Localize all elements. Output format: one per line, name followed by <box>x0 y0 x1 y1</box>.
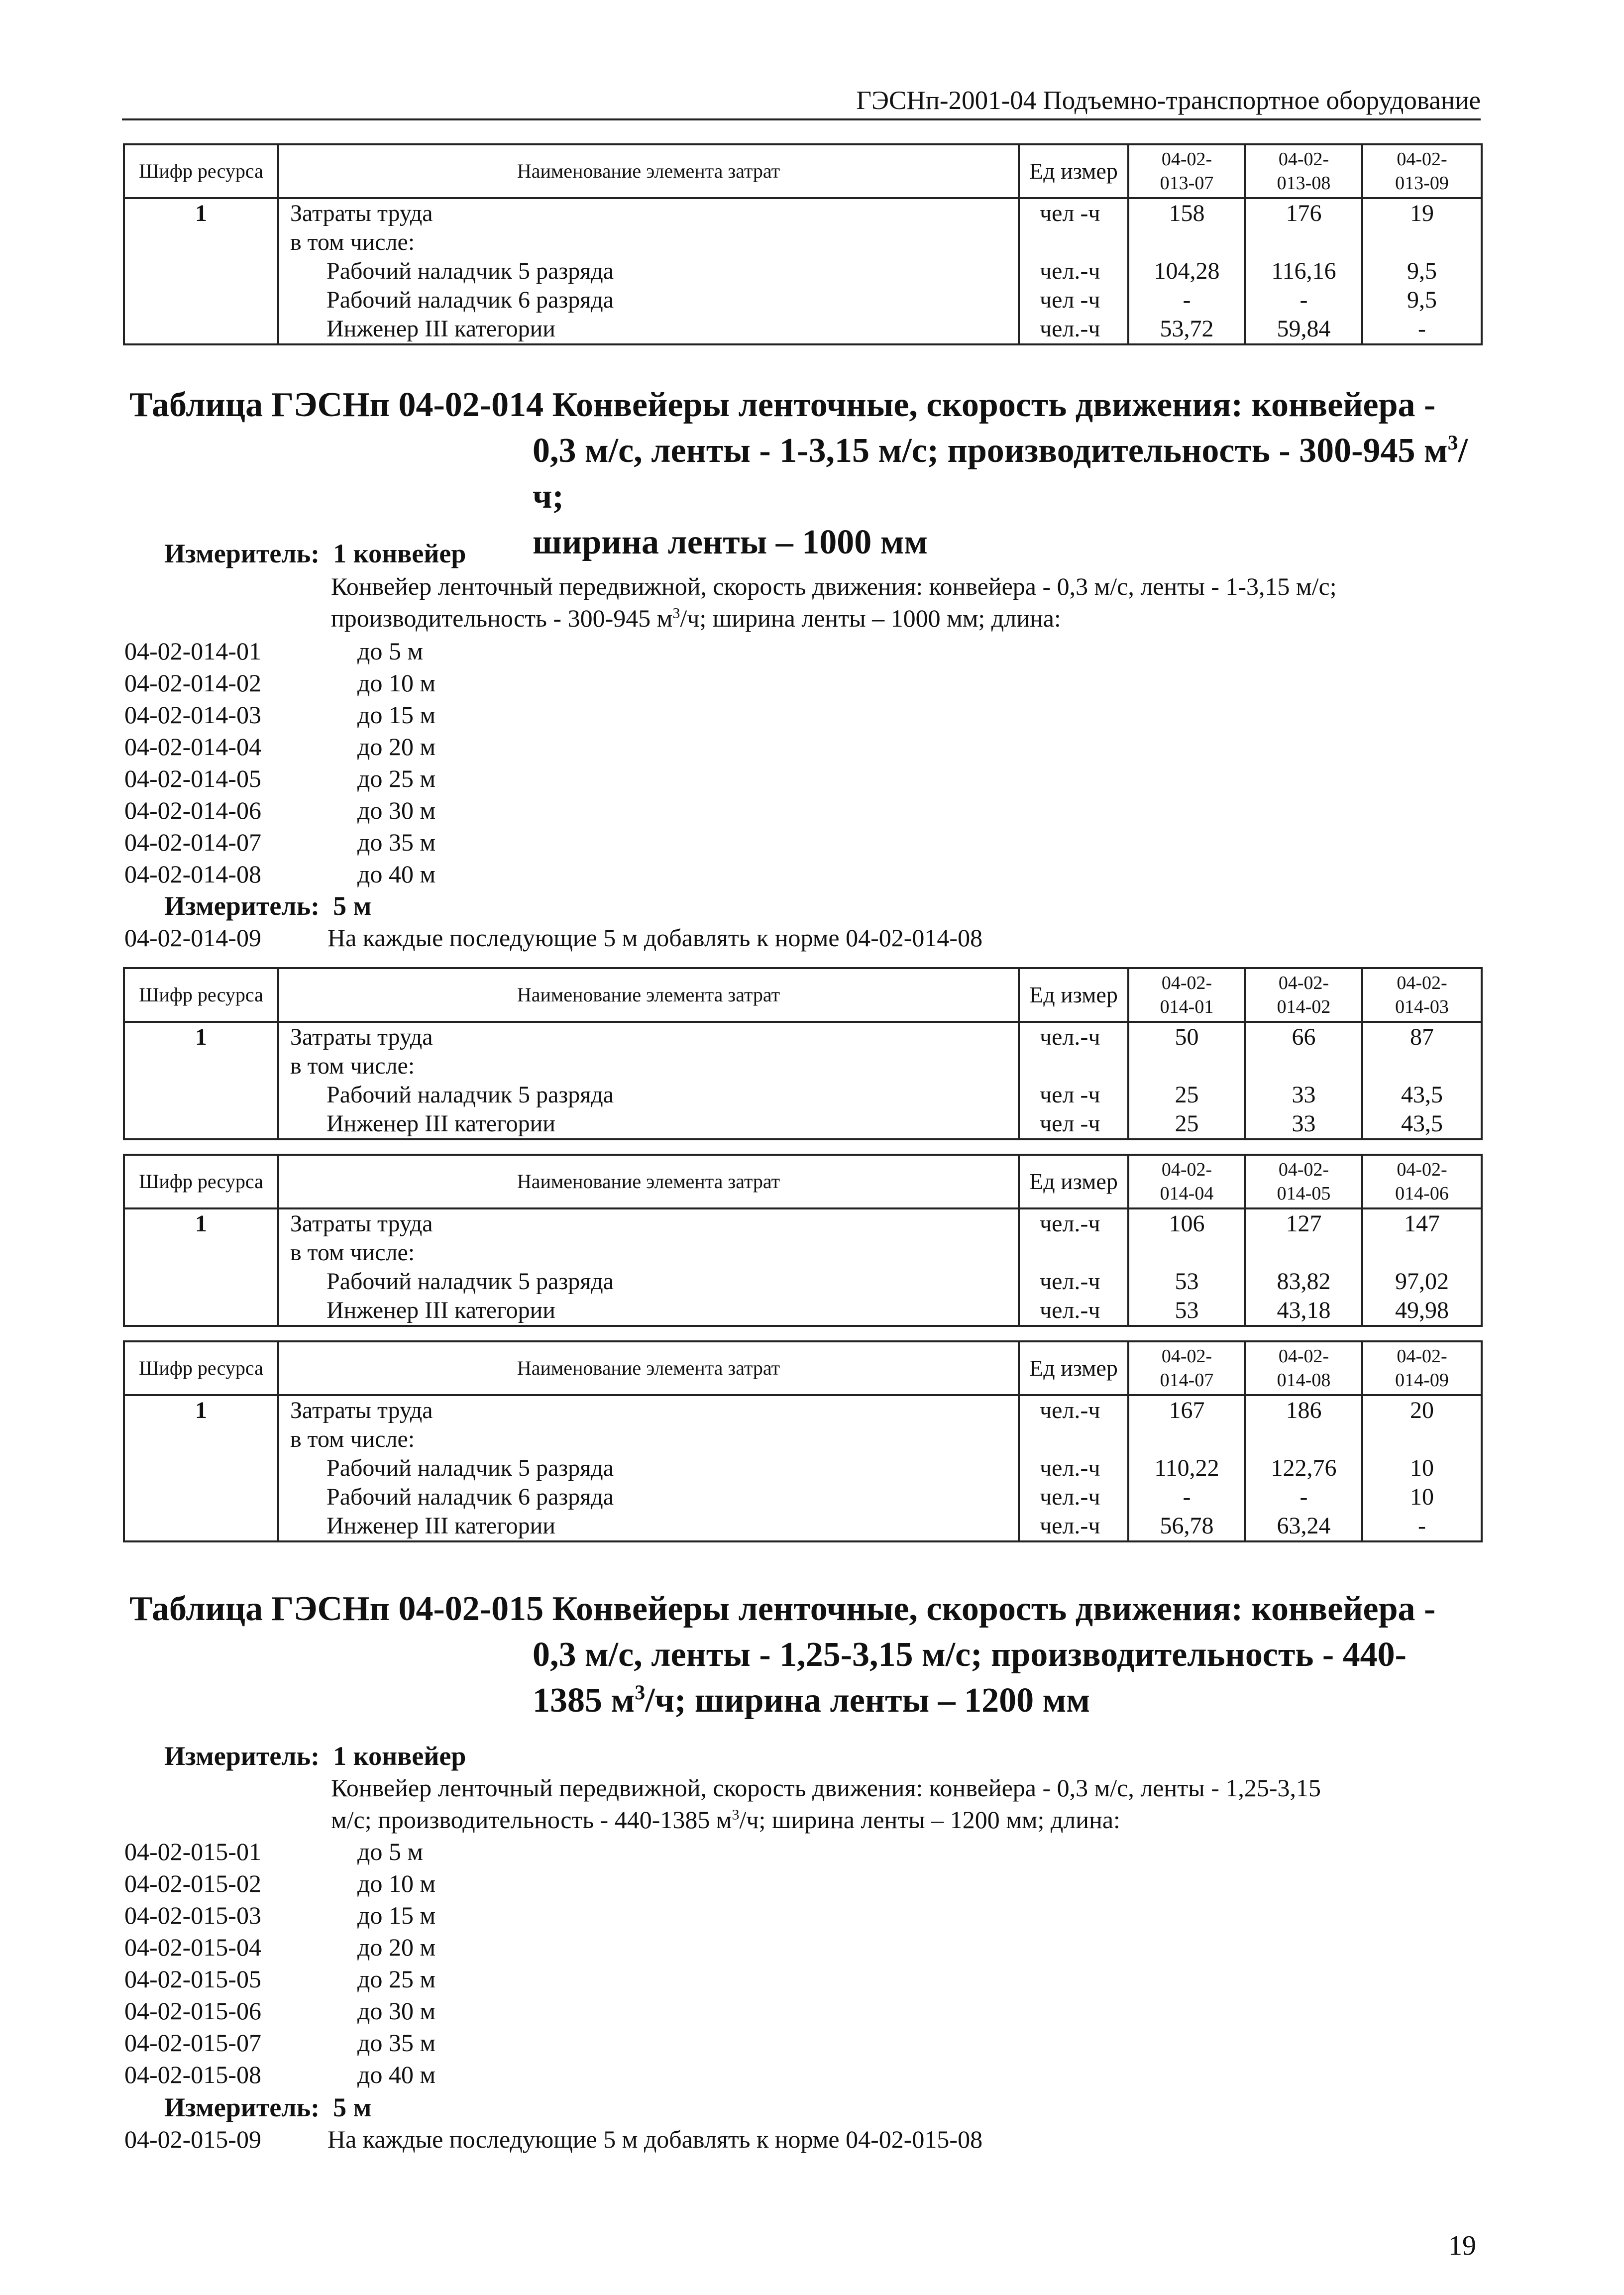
cell-code <box>124 1081 278 1109</box>
norm-code-part: 04-02- <box>1397 149 1447 170</box>
cell-code <box>124 1296 278 1326</box>
cell-value: 116,16 <box>1245 257 1362 286</box>
table-row <box>124 1395 1482 1425</box>
table-row <box>124 1238 1482 1267</box>
cell-name: Затраты труда <box>278 1208 1019 1238</box>
cell-code <box>124 257 278 286</box>
col-header-norm <box>1245 968 1362 1022</box>
norm-item <box>124 1995 435 2027</box>
table-row <box>124 1267 1482 1296</box>
norm-item <box>124 858 435 890</box>
cell-value: 43,5 <box>1362 1109 1482 1139</box>
norm-code-part: 04-02- <box>1278 1159 1329 1180</box>
section-title-015 <box>129 1586 1481 1724</box>
norm-code-part: 04-02- <box>1161 1159 1212 1180</box>
norm-code-part: 04-02- <box>1278 973 1329 993</box>
cell-code <box>124 1238 278 1267</box>
col-header-norm <box>1128 1341 1245 1395</box>
cell-code: 1 <box>124 198 278 228</box>
norm-text: На каждые последующие 5 м добавлять к норме 04-02-015-08 <box>327 2125 983 2153</box>
measure2-label-014: Измеритель: 5 м <box>164 891 372 921</box>
cell-unit: чел -ч <box>1019 286 1128 315</box>
cell-code: 1 <box>124 1022 278 1052</box>
norm-text: до 40 м <box>357 860 436 888</box>
cell-name: Рабочий наладчик 5 разряда <box>278 1454 1019 1483</box>
table-row <box>124 1052 1482 1081</box>
cell-unit: чел -ч <box>1019 1081 1128 1109</box>
cell-value: 50 <box>1128 1022 1245 1052</box>
norm-code-part: 014-09 <box>1395 1370 1449 1391</box>
cell-unit: чел.-ч <box>1019 315 1128 344</box>
norm-text: до 5 м <box>357 1838 424 1865</box>
cell-code <box>124 1425 278 1454</box>
cell-value: 33 <box>1245 1081 1362 1109</box>
norm-code: 04-02-015-02 <box>124 1869 261 1897</box>
col-header-unit: Ед измер <box>1019 968 1128 1022</box>
col-header-norm <box>1128 144 1245 198</box>
norm-code: 04-02-015-06 <box>124 1997 261 2025</box>
norm-item <box>124 794 435 826</box>
description-015 <box>331 1772 1481 1836</box>
cell-value: 147 <box>1362 1208 1482 1238</box>
title-line: 1385 $м^3/ч$; ширина ленты – 1200 мм <box>533 1681 1090 1720</box>
cell-value: - <box>1128 1483 1245 1512</box>
cell-value: 97,02 <box>1362 1267 1482 1296</box>
norm-code-part: 04-02- <box>1161 1346 1212 1367</box>
cell-value: 59,84 <box>1245 315 1362 344</box>
cell-unit: чел.-ч <box>1019 1454 1128 1483</box>
cell-value <box>1245 1238 1362 1267</box>
cell-value: 122,76 <box>1245 1454 1362 1483</box>
norm-code: 04-02-014-05 <box>124 765 261 792</box>
cell-name: в том числе: <box>278 1052 1019 1081</box>
norm-item <box>124 763 435 794</box>
cell-value <box>1245 1052 1362 1081</box>
cell-unit <box>1019 1052 1128 1081</box>
table-row <box>124 1296 1482 1326</box>
cell-value: 25 <box>1128 1081 1245 1109</box>
table-row <box>124 1483 1482 1512</box>
norm-code: 04-02-014-01 <box>124 637 261 665</box>
resource-table-013 <box>123 143 1483 345</box>
norm-code: 04-02-014-06 <box>124 796 261 824</box>
cell-value: 9,5 <box>1362 257 1482 286</box>
norm-item <box>124 2059 435 2090</box>
norm-text: до 15 м <box>357 1901 436 1929</box>
cell-value: 43,18 <box>1245 1296 1362 1326</box>
resource-table-014-a <box>123 967 1483 1140</box>
cell-value: 53,72 <box>1128 315 1245 344</box>
cell-value: - <box>1245 1483 1362 1512</box>
cell-value: 127 <box>1245 1208 1362 1238</box>
norm-text: до 20 м <box>357 1933 436 1961</box>
cell-value <box>1128 1238 1245 1267</box>
norm-item <box>124 699 435 731</box>
cell-value: 83,82 <box>1245 1267 1362 1296</box>
norm-text: до 40 м <box>357 2061 436 2088</box>
table-header-row <box>124 968 1482 1022</box>
cell-unit: чел -ч <box>1019 1109 1128 1139</box>
table-row <box>124 257 1482 286</box>
cell-value <box>1128 1052 1245 1081</box>
cell-unit <box>1019 1238 1128 1267</box>
table-row <box>124 1109 1482 1139</box>
norm-code: 04-02-014-08 <box>124 860 261 888</box>
cell-value: 20 <box>1362 1395 1482 1425</box>
table-row <box>124 1081 1482 1109</box>
cell-code <box>124 286 278 315</box>
cell-unit <box>1019 228 1128 257</box>
cell-value <box>1362 1425 1482 1454</box>
norm-code: 04-02-015-01 <box>124 1838 261 1865</box>
cell-value: 33 <box>1245 1109 1362 1139</box>
norm-code-part: 013-08 <box>1277 173 1331 194</box>
cell-code <box>124 1267 278 1296</box>
cell-value: 25 <box>1128 1109 1245 1139</box>
description-line: Конвейер ленточный передвижной, скорость движения: конвейера - 0,3 м/с, ленты - 1-3,15 м/с; <box>331 572 1337 600</box>
norm-code-part: 014-07 <box>1160 1370 1214 1391</box>
norm-code-part: 04-02- <box>1161 973 1212 993</box>
norm-item <box>124 1963 435 1995</box>
cell-value <box>1362 228 1482 257</box>
table-row <box>124 1454 1482 1483</box>
col-header-norm <box>1362 1341 1482 1395</box>
cell-value: 10 <box>1362 1483 1482 1512</box>
cell-value: - <box>1362 315 1482 344</box>
col-header-name: Наименование элемента затрат <box>278 144 1019 198</box>
cell-unit: чел.-ч <box>1019 1512 1128 1541</box>
description-line: м/с; производительность - 440-1385 $м^3/ч$; ширина ленты – 1200 мм; длина: <box>331 1806 1120 1834</box>
resource-table-014-b <box>123 1154 1483 1327</box>
page-number: 19 <box>1448 2230 1476 2261</box>
cell-name: Затраты труда <box>278 198 1019 228</box>
cell-code <box>124 228 278 257</box>
norm-code-part: 014-05 <box>1277 1183 1331 1204</box>
description-014 <box>331 570 1481 634</box>
cell-name: в том числе: <box>278 228 1019 257</box>
norm-code-part: 04-02- <box>1397 973 1447 993</box>
cell-code: 1 <box>124 1395 278 1425</box>
cell-value: 66 <box>1245 1022 1362 1052</box>
cell-value <box>1362 1052 1482 1081</box>
title-line: ширина ленты – 1000 мм <box>533 523 928 561</box>
cell-value: 158 <box>1128 198 1245 228</box>
norm-code: 04-02-015-09 <box>124 2125 261 2153</box>
norm-item <box>124 826 435 858</box>
title-line: Таблица ГЭСНп 04-02-014 Конвейеры ленточные, скорость движения: конвейера - <box>129 386 1436 424</box>
norm-code: 04-02-014-02 <box>124 669 261 697</box>
norm-text: до 35 м <box>357 828 436 856</box>
norm-code-part: 013-07 <box>1160 173 1214 194</box>
col-header-norm <box>1245 144 1362 198</box>
cell-unit: чел.-ч <box>1019 1267 1128 1296</box>
col-header-code: Шифр ресурса <box>124 968 278 1022</box>
cell-value: 63,24 <box>1245 1512 1362 1541</box>
norm-text: до 35 м <box>357 2029 436 2057</box>
cell-code <box>124 1109 278 1139</box>
cell-code: 1 <box>124 1208 278 1238</box>
norm-list-015 <box>124 1836 435 2090</box>
norm-text: до 10 м <box>357 1869 436 1897</box>
cell-name: Рабочий наладчик 5 разряда <box>278 257 1019 286</box>
cell-unit: чел.-ч <box>1019 1483 1128 1512</box>
cell-unit: чел.-ч <box>1019 1296 1128 1326</box>
table-row <box>124 1022 1482 1052</box>
cell-code <box>124 1512 278 1541</box>
cell-unit: чел.-ч <box>1019 1022 1128 1052</box>
cell-code <box>124 315 278 344</box>
cell-name: в том числе: <box>278 1238 1019 1267</box>
cell-value <box>1362 1238 1482 1267</box>
cell-value: 110,22 <box>1128 1454 1245 1483</box>
col-header-norm <box>1245 1341 1362 1395</box>
cell-value: - <box>1245 286 1362 315</box>
cell-unit: чел.-ч <box>1019 1208 1128 1238</box>
col-header-unit: Ед измер <box>1019 144 1128 198</box>
norm-text: до 20 м <box>357 733 436 761</box>
cell-value: 56,78 <box>1128 1512 1245 1541</box>
measure2-label-015: Измеритель: 5 м <box>164 2092 372 2122</box>
norm-list-014 <box>124 635 435 890</box>
col-header-norm <box>1362 968 1482 1022</box>
cell-name: Инженер III категории <box>278 1296 1019 1326</box>
norm-code-part: 04-02- <box>1278 149 1329 170</box>
col-header-code: Шифр ресурса <box>124 1341 278 1395</box>
cell-value: 53 <box>1128 1296 1245 1326</box>
norm-code-part: 014-01 <box>1160 996 1214 1017</box>
norm-item <box>124 635 435 667</box>
norm-extra-015 <box>124 2123 982 2155</box>
title-line: 0,3 м/с, ленты - 1-3,15 м/с; производительность - 300-945 $м^3/ч$; <box>533 432 1468 516</box>
norm-code: 04-02-014-04 <box>124 733 261 761</box>
table-row <box>124 1425 1482 1454</box>
cell-value: 10 <box>1362 1454 1482 1483</box>
col-header-name: Наименование элемента затрат <box>278 1155 1019 1208</box>
cell-value: 49,98 <box>1362 1296 1482 1326</box>
norm-code: 04-02-014-07 <box>124 828 261 856</box>
cell-code <box>124 1454 278 1483</box>
cell-value: 106 <box>1128 1208 1245 1238</box>
cell-value: 43,5 <box>1362 1081 1482 1109</box>
cell-name: Рабочий наладчик 6 разряда <box>278 286 1019 315</box>
norm-code: 04-02-015-04 <box>124 1933 261 1961</box>
title-line: Таблица ГЭСНп 04-02-015 Конвейеры ленточные, скорость движения: конвейера - <box>129 1590 1436 1628</box>
cell-value <box>1128 1425 1245 1454</box>
col-header-norm <box>1362 144 1482 198</box>
cell-value <box>1245 1425 1362 1454</box>
norm-item <box>124 731 435 763</box>
norm-code-part: 04-02- <box>1161 149 1212 170</box>
col-header-norm <box>1245 1155 1362 1208</box>
norm-item <box>124 1931 435 1963</box>
norm-text: до 30 м <box>357 796 436 824</box>
norm-code: 04-02-015-07 <box>124 2029 261 2057</box>
norm-item <box>124 2027 435 2059</box>
cell-value: 9,5 <box>1362 286 1482 315</box>
cell-value: 176 <box>1245 198 1362 228</box>
norm-code: 04-02-015-05 <box>124 1965 261 1993</box>
table-row <box>124 1512 1482 1541</box>
norm-item <box>124 1899 435 1931</box>
cell-name: Затраты труда <box>278 1022 1019 1052</box>
norm-item <box>124 1836 435 1867</box>
norm-text: На каждые последующие 5 м добавлять к норме 04-02-014-08 <box>327 924 983 952</box>
col-header-code: Шифр ресурса <box>124 144 278 198</box>
cell-name: Затраты труда <box>278 1395 1019 1425</box>
norm-item <box>124 1867 435 1899</box>
table-row <box>124 286 1482 315</box>
norm-code-part: 04-02- <box>1397 1159 1447 1180</box>
cell-unit <box>1019 1425 1128 1454</box>
norm-code-part: 013-09 <box>1395 173 1449 194</box>
table-row <box>124 228 1482 257</box>
norm-code-part: 014-08 <box>1277 1370 1331 1391</box>
cell-value: 53 <box>1128 1267 1245 1296</box>
col-header-name: Наименование элемента затрат <box>278 968 1019 1022</box>
norm-code-part: 04-02- <box>1397 1346 1447 1367</box>
cell-value: 19 <box>1362 198 1482 228</box>
resource-table-014-c <box>123 1340 1483 1542</box>
cell-unit: чел -ч <box>1019 198 1128 228</box>
cell-name: в том числе: <box>278 1425 1019 1454</box>
norm-code-part: 014-03 <box>1395 996 1449 1017</box>
norm-code-part: 014-04 <box>1160 1183 1214 1204</box>
cell-code <box>124 1052 278 1081</box>
description-line: производительность - 300-945 $м^3/ч$; ширина ленты – 1000 мм; длина: <box>331 604 1061 632</box>
norm-code: 04-02-015-08 <box>124 2061 261 2088</box>
col-header-norm <box>1128 1155 1245 1208</box>
cell-name: Рабочий наладчик 6 разряда <box>278 1483 1019 1512</box>
norm-text: до 25 м <box>357 1965 436 1993</box>
table-header-row <box>124 1341 1482 1395</box>
col-header-unit: Ед измер <box>1019 1155 1128 1208</box>
norm-code: 04-02-015-03 <box>124 1901 261 1929</box>
running-header: ГЭСНп-2001-04 Подъемно-транспортное оборудование <box>122 85 1481 120</box>
norm-text: до 5 м <box>357 637 424 665</box>
table-row <box>124 198 1482 228</box>
cell-unit: чел.-ч <box>1019 1395 1128 1425</box>
norm-text: до 15 м <box>357 701 436 729</box>
cell-value <box>1128 228 1245 257</box>
table-row <box>124 315 1482 344</box>
norm-code-part: 014-02 <box>1277 996 1331 1017</box>
cell-name: Инженер III категории <box>278 1512 1019 1541</box>
title-line: 0,3 м/с, ленты - 1,25-3,15 м/с; производительность - 440- <box>533 1636 1407 1674</box>
measure-label-015: Измеритель: 1 конвейер <box>164 1741 466 1771</box>
cell-code <box>124 1483 278 1512</box>
cell-name: Инженер III категории <box>278 1109 1019 1139</box>
cell-name: Рабочий наладчик 5 разряда <box>278 1081 1019 1109</box>
col-header-name: Наименование элемента затрат <box>278 1341 1019 1395</box>
table-row <box>124 1208 1482 1238</box>
cell-name: Рабочий наладчик 5 разряда <box>278 1267 1019 1296</box>
norm-code-part: 04-02- <box>1278 1346 1329 1367</box>
norm-code-part: 014-06 <box>1395 1183 1449 1204</box>
cell-value: - <box>1362 1512 1482 1541</box>
norm-item <box>124 667 435 699</box>
table-header-row <box>124 1155 1482 1208</box>
cell-value <box>1245 228 1362 257</box>
norm-text: до 30 м <box>357 1997 436 2025</box>
cell-value: 186 <box>1245 1395 1362 1425</box>
cell-value: 87 <box>1362 1022 1482 1052</box>
col-header-code: Шифр ресурса <box>124 1155 278 1208</box>
table-header-row <box>124 144 1482 198</box>
measure-label-014: Измеритель: 1 конвейер <box>164 539 466 568</box>
cell-unit: чел.-ч <box>1019 257 1128 286</box>
norm-code: 04-02-014-03 <box>124 701 261 729</box>
cell-value: - <box>1128 286 1245 315</box>
norm-code: 04-02-014-09 <box>124 924 261 952</box>
cell-name: Инженер III категории <box>278 315 1019 344</box>
norm-text: до 25 м <box>357 765 436 792</box>
col-header-unit: Ед измер <box>1019 1341 1128 1395</box>
cell-value: 167 <box>1128 1395 1245 1425</box>
col-header-norm <box>1128 968 1245 1022</box>
norm-extra-014 <box>124 922 982 954</box>
description-line: Конвейер ленточный передвижной, скорость движения: конвейера - 0,3 м/с, ленты - 1,25-3,15 <box>331 1774 1321 1802</box>
norm-text: до 10 м <box>357 669 436 697</box>
cell-value: 104,28 <box>1128 257 1245 286</box>
col-header-norm <box>1362 1155 1482 1208</box>
